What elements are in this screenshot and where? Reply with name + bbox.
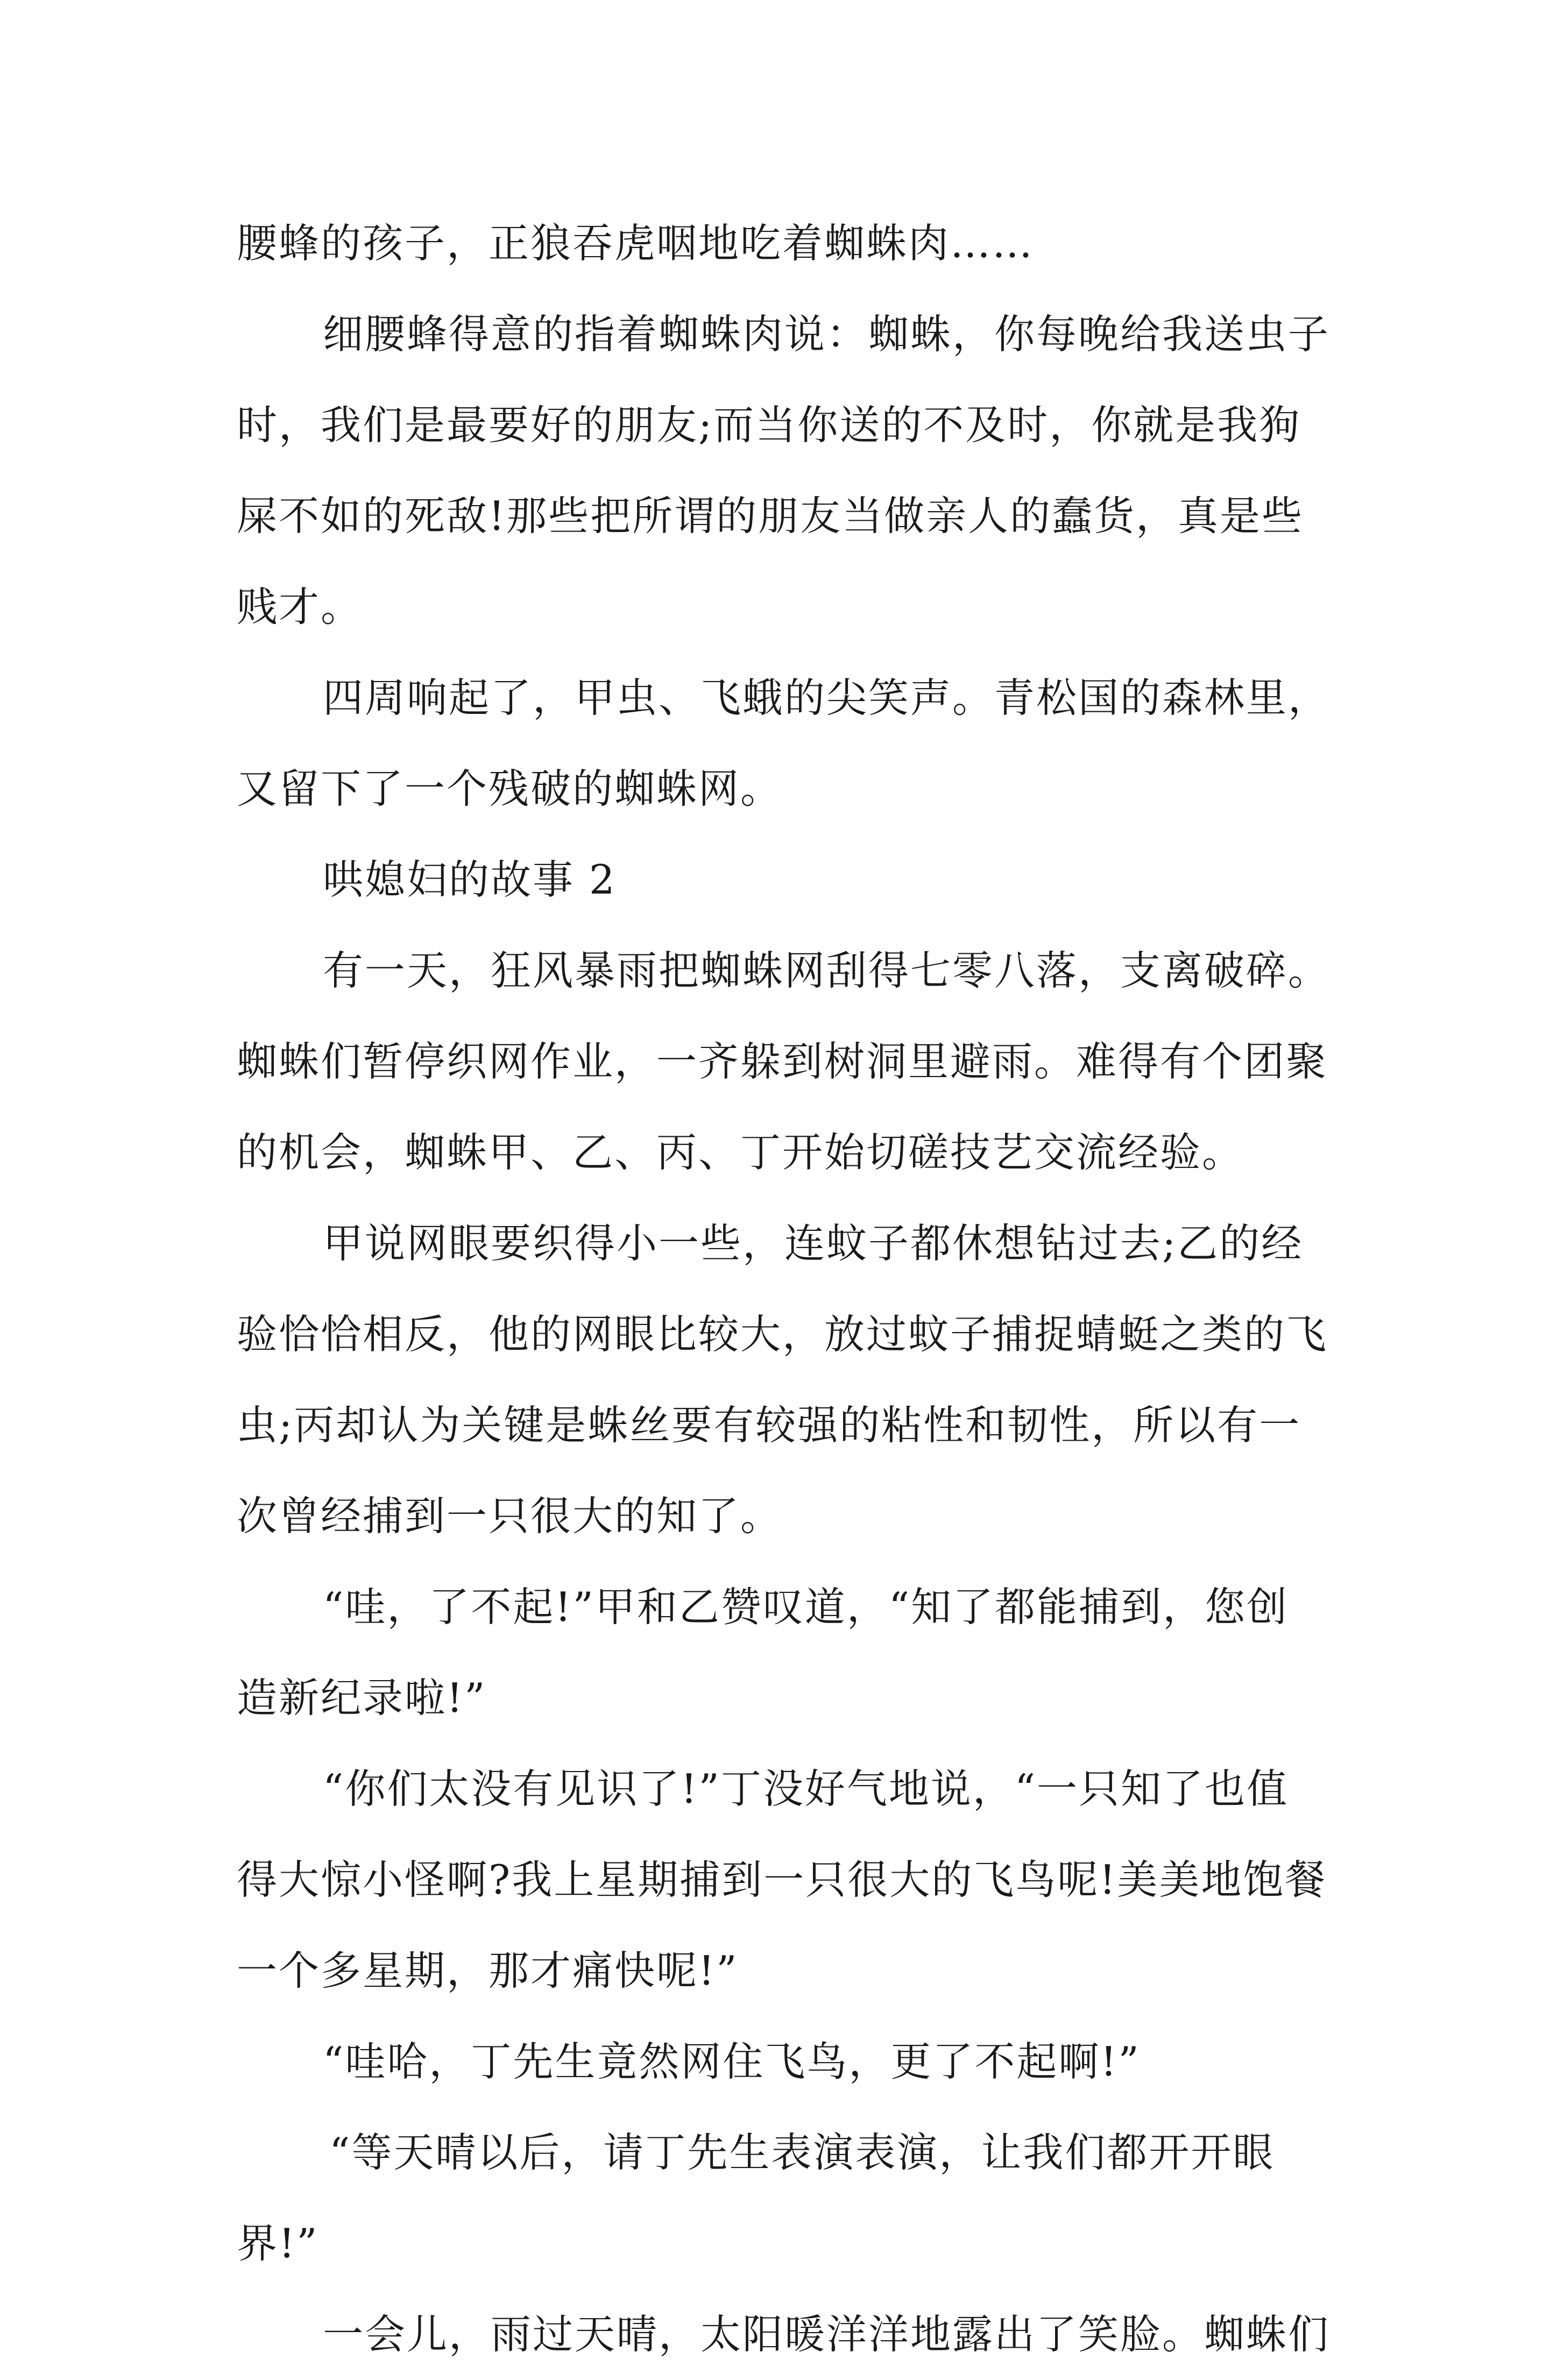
text-line: 界!” <box>237 2220 319 2267</box>
text-line: 造新纪录啦!” <box>237 1674 487 1722</box>
text-line: 甲说网眼要织得小一些，连蚊子都休想钻过去;乙的经 <box>323 1220 1304 1267</box>
text-line: 次曾经捕到一只很大的知了。 <box>237 1492 783 1540</box>
text-line: 蜘蛛们暂停织网作业，一齐躲到树洞里避雨。难得有个团聚 <box>237 1038 1328 1085</box>
text-line: 得大惊小怪啊?我上星期捕到一只很大的飞鸟呢!美美地饱餐 <box>237 1856 1327 1903</box>
text-line: 虫;丙却认为关键是蛛丝要有较强的粘性和韧性，所以有一 <box>237 1401 1301 1449</box>
text-line: “哇，了不起!”甲和乙赞叹道，“知了都能捕到，您创 <box>323 1583 1289 1631</box>
text-line: “你们太没有见识了!”丁没好气地说，“一只知了也值 <box>323 1765 1289 1812</box>
text-line: 腰蜂的孩子，正狼吞虎咽地吃着蜘蛛肉…… <box>237 219 1035 267</box>
text-line: “等天晴以后，请丁先生表演表演，让我们都开开眼 <box>329 2129 1275 2176</box>
text-line: 一个多星期，那才痛快呢!” <box>237 1947 739 1994</box>
text-line: 贱才。 <box>237 583 363 631</box>
text-line: 验恰恰相反，他的网眼比较大，放过蚊子捕捉蜻蜓之类的飞 <box>237 1311 1328 1358</box>
text-line: 屎不如的死敌!那些把所谓的朋友当做亲人的蠢货，真是些 <box>237 492 1304 540</box>
section-heading: 哄媳妇的故事 2 <box>323 856 617 903</box>
text-line: 的机会，蜘蛛甲、乙、丙、丁开始切磋技艺交流经验。 <box>237 1129 1244 1176</box>
text-line: 一会儿，雨过天晴，太阳暖洋洋地露出了笑脸。蜘蛛们 <box>323 2311 1330 2358</box>
text-line: 细腰蜂得意的指着蜘蛛肉说：蜘蛛，你每晚给我送虫子 <box>323 310 1330 358</box>
text-line: 有一天，狂风暴雨把蜘蛛网刮得七零八落，支离破碎。 <box>323 947 1330 994</box>
text-line: “哇哈，丁先生竟然网住飞鸟，更了不起啊!” <box>323 2038 1141 2085</box>
text-line: 时，我们是最要好的朋友;而当你送的不及时，你就是我狗 <box>237 401 1301 449</box>
text-line: 又留下了一个残破的蜘蛛网。 <box>237 765 783 812</box>
text-line: 四周响起了，甲虫、飞蛾的尖笑声。青松国的森林里， <box>323 674 1330 721</box>
story-text <box>237 198 1330 2380</box>
